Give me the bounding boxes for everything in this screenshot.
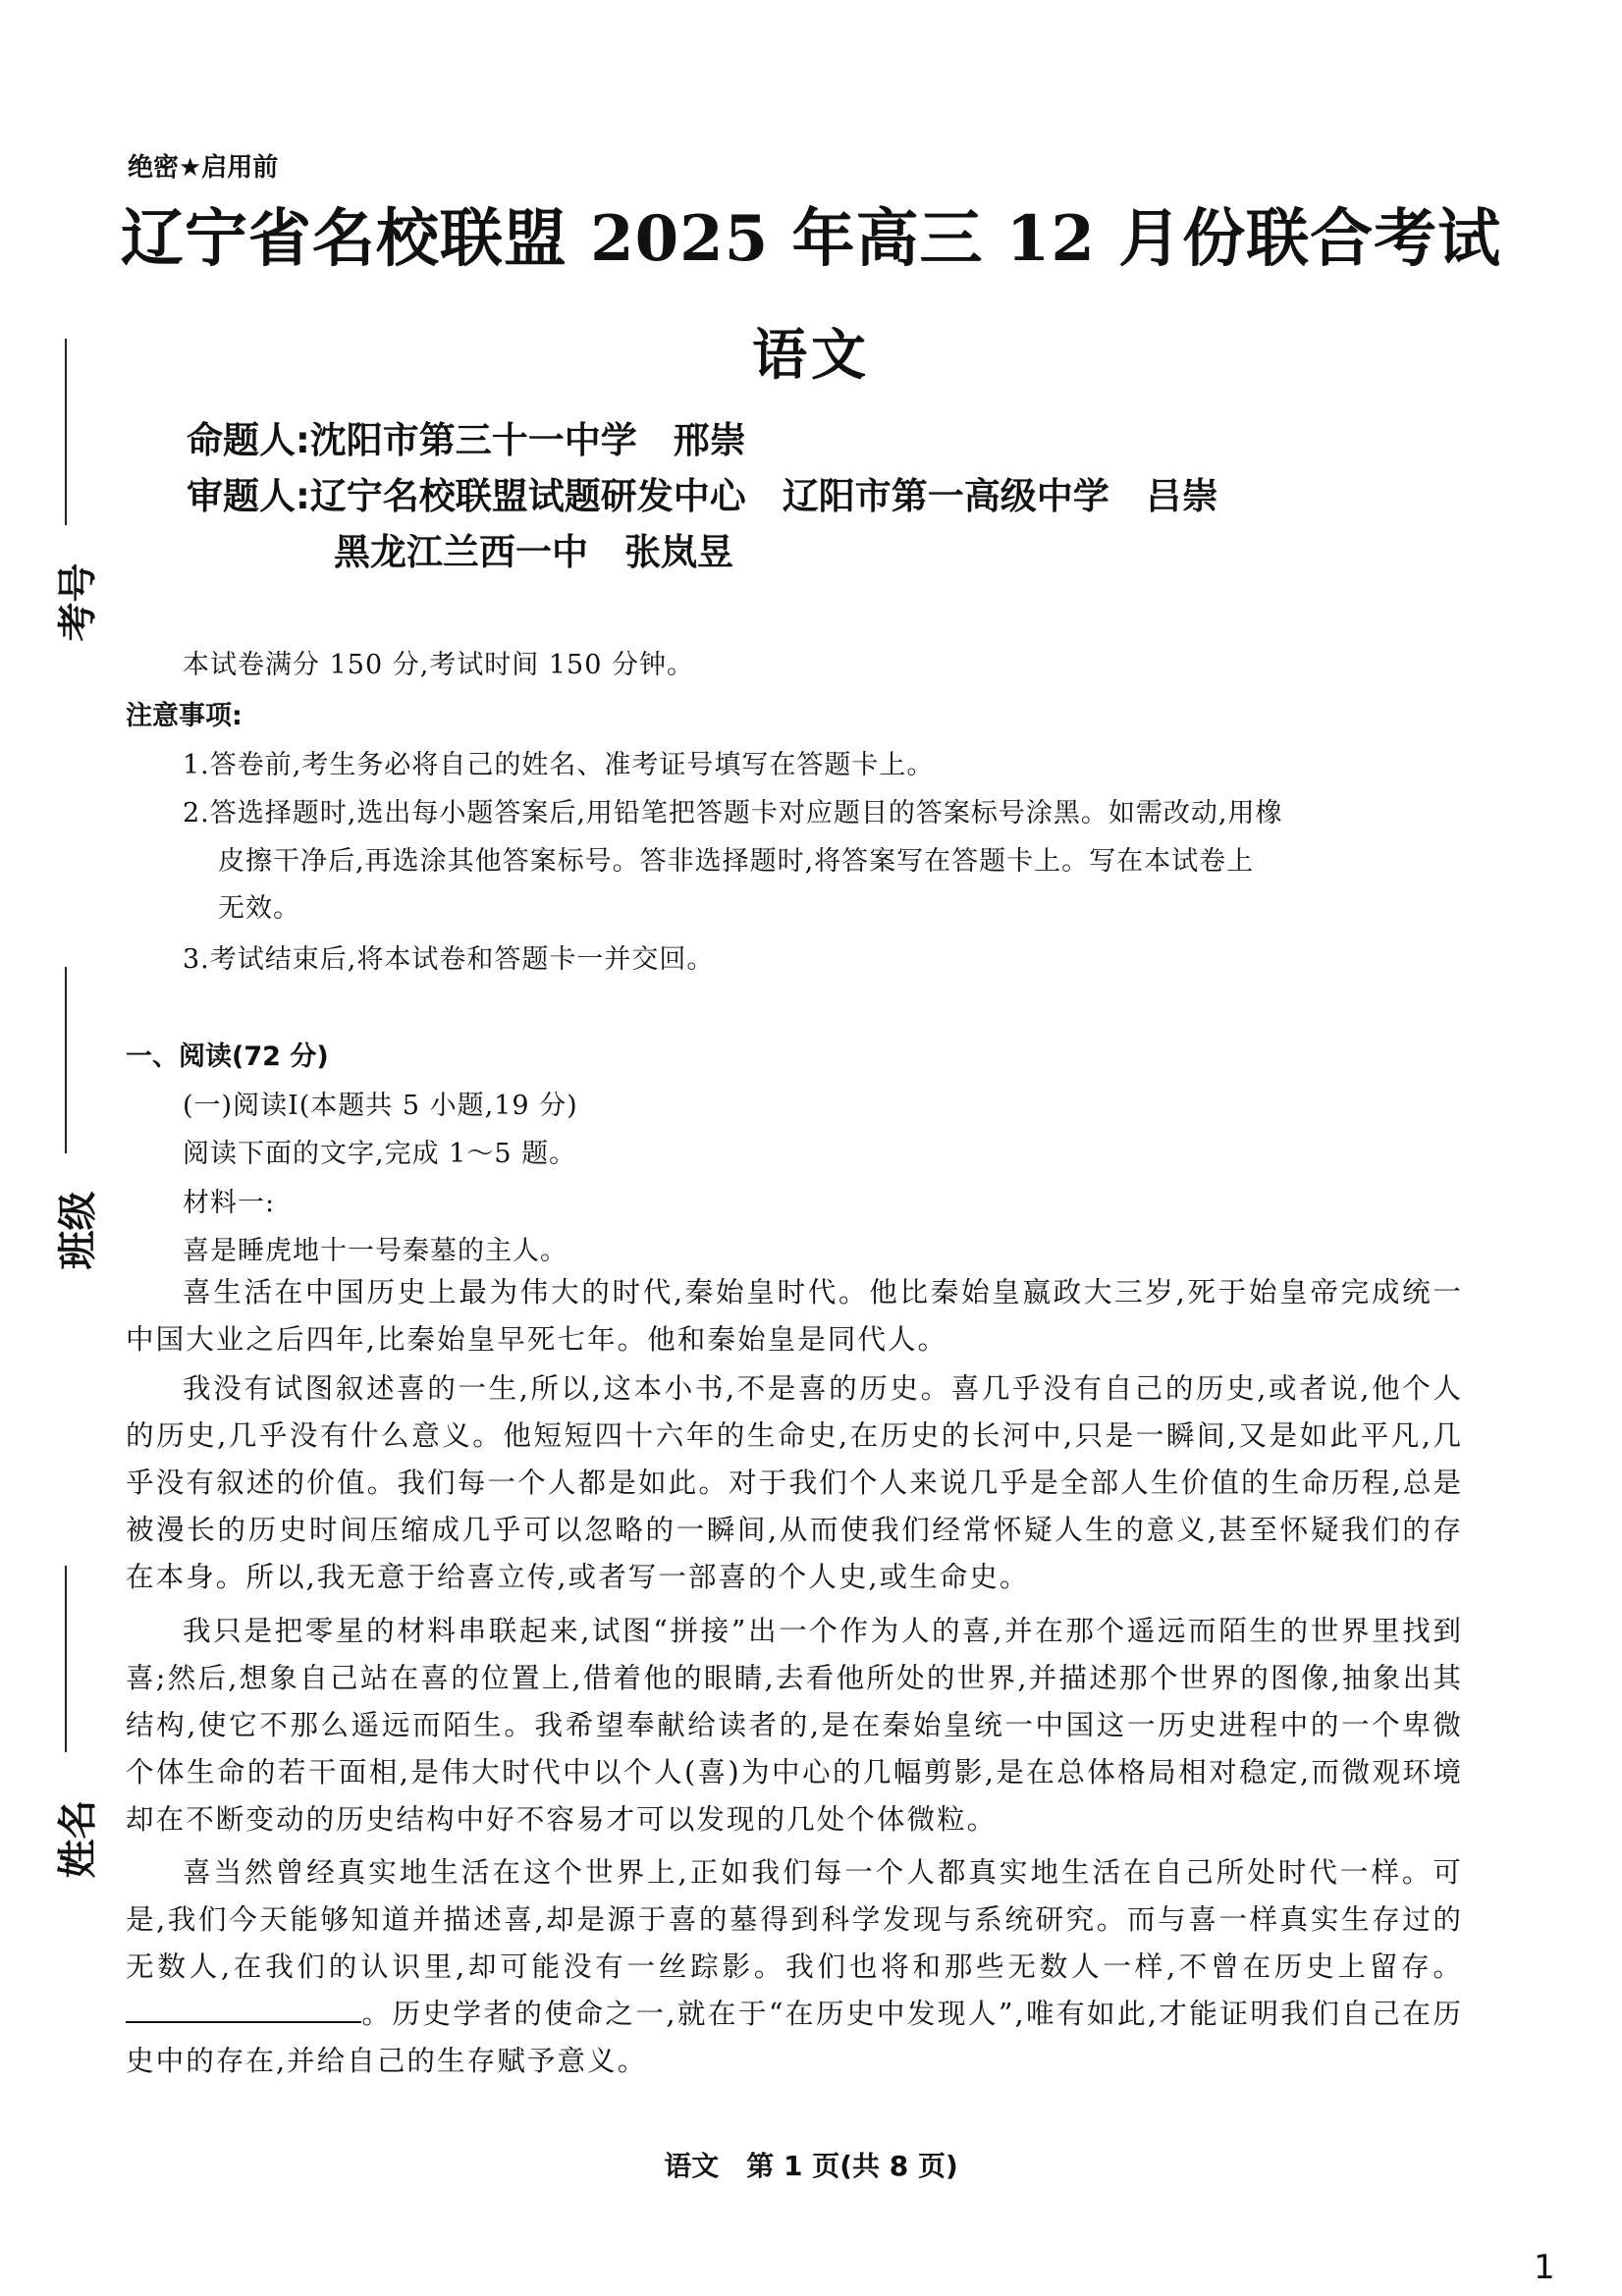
passage-paragraph: 我没有试图叙述喜的一生,所以,这本小书,不是喜的历史。喜几乎没有自己的历史,或者说,他个人的历史,几乎没有什么意义。他短短四十六年的生命史,在历史的长河中,只是一瞬间,又是如此平凡,几乎没有叙述的价值。我们每一个人都是如此。对于我们个人来说几乎是全部人生价值的生命历程,总是被漫长的历史时间压缩成几乎可以忽略的一瞬间,从而使我们经常怀疑人生的意义,甚至怀疑我们的存在本身。所以,我无意于给喜立传,或者写一部喜的个人史,或生命史。 [126, 1371, 1463, 1593]
fill-in-blank [126, 1994, 361, 2023]
note-item: 2.答选择题时,选出每小题答案后,用铅笔把答题卡对应题目的答案标号涂黑。如需改动,用橡 [183, 798, 1283, 828]
class-label: 班级 [55, 1191, 101, 1270]
exam-number-label: 考号 [55, 562, 101, 642]
notes-heading: 注意事项: [126, 701, 243, 731]
note-item: 1.答卷前,考生务必将自己的姓名、准考证号填写在答题卡上。 [183, 750, 935, 780]
page-footer: 语文 第 1 页(共 8 页) [664, 2150, 958, 2182]
passage-paragraph: 我只是把零星的材料串联起来,试图“拼接”出一个作为人的喜,并在那个遥远而陌生的世界里找到喜;然后,想象自己站在喜的位置上,借着他的眼睛,去看他所处的世界,并描述那个世界的图像,抽象出其结构,使它不那么遥远而陌生。我希望奉献给读者的,是在秦始皇统一中国这一历史进程中的一个卑微个体生命的若干面相,是伟大时代中以个人(喜)为中心的几幅剪影,是在总体格局相对稳定,而微观环境却在不断变动的历史结构中好不容易才可以发现的几处个体微粒。 [126, 1614, 1463, 1836]
page-number: 1 [1534, 2248, 1555, 2287]
note-item: 皮擦干净后,再选涂其他答案标号。答非选择题时,将答案写在答题卡上。写在本试卷上 [218, 846, 1255, 877]
class-line [65, 967, 67, 1153]
question-reviewer-2: 黑龙江兰西一中 张岚昱 [334, 531, 733, 573]
name-label: 姓名 [55, 1799, 101, 1879]
section-heading: 一、阅读(72 分) [126, 1041, 329, 1072]
secret-label: 绝密★启用前 [128, 153, 279, 183]
question-setter: 命题人:沈阳市第三十一中学 邢崇 [187, 419, 746, 461]
passage-paragraph: 喜生活在中国历史上最为伟大的时代,秦始皇时代。他比秦始皇嬴政大三岁,死于始皇帝完成统一中国大业之后四年,比秦始皇早死七年。他和秦始皇是同代人。 [126, 1275, 1463, 1356]
material-label: 材料一: [183, 1188, 276, 1218]
exam-title: 辽宁省名校联盟 2025 年高三 12 月份联合考试 [120, 202, 1502, 276]
note-item: 3.考试结束后,将本试卷和答题卡一并交回。 [183, 944, 715, 975]
passage-first-line: 喜是睡虎地十一号秦墓的主人。 [183, 1236, 568, 1266]
note-item: 无效。 [218, 893, 300, 924]
sub-heading: (一)阅读Ⅰ(本题共 5 小题,19 分) [183, 1091, 578, 1121]
exam-info: 本试卷满分 150 分,考试时间 150 分钟。 [183, 650, 694, 680]
passage-paragraph-with-blank [126, 1848, 1463, 2084]
name-line [65, 1566, 67, 1752]
subject-title: 语文 [752, 323, 870, 388]
passage-text: 。历史学者的使命之一,就在于“在历史中发现人”,唯有如此,才能证明我们自己在历史中的存在,并给自己的生存赋予意义。 [126, 1997, 1463, 2077]
question-reviewer: 审题人:辽宁名校联盟试题研发中心 辽阳市第一高级中学 吕崇 [187, 475, 1218, 517]
passage-text: 喜当然曾经真实地生活在这个世界上,正如我们每一个人都真实地生活在自己所处时代一样。可是,我们今天能够知道并描述喜,却是源于喜的墓得到科学发现与系统研究。而与喜一样真实生存过的无数人,在我们的认识里,却可能没有一丝踪影。我们也将和那些无数人一样,不曾在历史上留存。 [126, 1855, 1463, 1983]
instruction: 阅读下面的文字,完成 1～5 题。 [183, 1139, 577, 1169]
